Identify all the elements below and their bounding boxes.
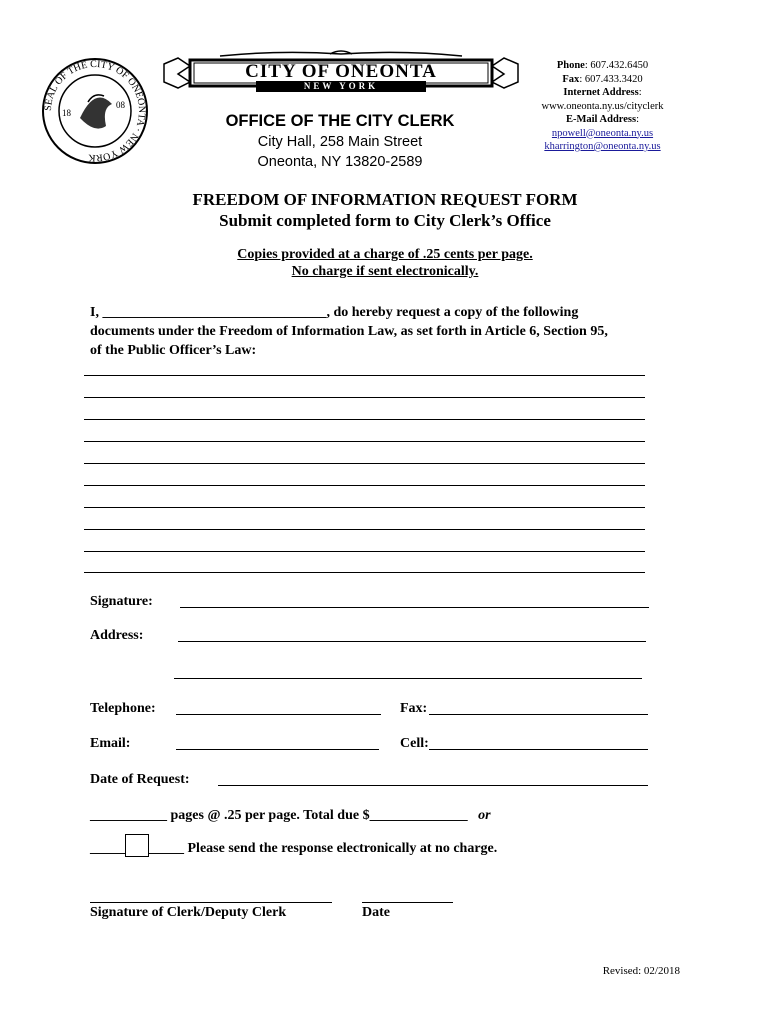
telephone-field[interactable] [176, 714, 381, 715]
contact-block [515, 59, 690, 154]
seal-year-right: 08 [116, 100, 125, 110]
form-title: FREEDOM OF INFORMATION REQUEST FORM [192, 190, 578, 209]
fax-field[interactable] [429, 714, 648, 715]
clerk-signature-field[interactable] [90, 902, 332, 903]
electronic-checkbox[interactable] [125, 834, 149, 857]
city-banner [160, 50, 522, 96]
clerk-date-field[interactable] [362, 902, 453, 903]
contact-fax [515, 73, 690, 87]
telephone-label: Telephone: [90, 701, 156, 716]
seal-year-left: 18 [62, 108, 71, 118]
electronic-note: No charge if sent electronically. [291, 264, 479, 279]
total-due-blank[interactable]: ______________ [369, 808, 468, 823]
contact-internet-value: www.oneonta.ny.us/cityclerk [541, 100, 664, 112]
phone-label: Phone [556, 60, 585, 71]
form-subtitle: Submit completed form to City Clerk’s Office [219, 211, 551, 230]
clerk-date-label: Date [362, 905, 390, 920]
document-description-line[interactable] [84, 507, 645, 508]
city-seal [40, 56, 150, 166]
revised-date: Revised: 02/2018 [602, 965, 680, 977]
signature-label: Signature: [90, 594, 153, 609]
copies-note: Copies provided at a charge of .25 cents per page. [237, 247, 533, 262]
contact-internet-label: Internet Address: [563, 87, 642, 98]
email-label: Email: [90, 736, 131, 751]
request-line-1: I, ________________________________, do hereby request a copy of the following [90, 305, 579, 320]
fax-label: Fax [562, 73, 580, 85]
phone-value: : 607.432.6450 [584, 60, 649, 71]
date-of-request-label: Date of Request: [90, 772, 190, 787]
document-description-line[interactable] [84, 375, 645, 376]
contact-email-label: E-Mail Address: [565, 114, 640, 125]
contact-phone [515, 59, 690, 73]
address-label: Address: [90, 628, 144, 643]
request-line-2: documents under the Freedom of Information Law, as set forth in Article 6, Section 95, [90, 324, 608, 339]
document-description-line[interactable] [84, 572, 645, 573]
fax-value: : 607.433.3420 [579, 73, 643, 85]
cell-field[interactable] [429, 749, 648, 750]
electronic-option-line: _____ _____ Please send the response electronically at no charge. [90, 834, 497, 857]
clerk-signature-label: Signature of Clerk/Deputy Clerk [90, 905, 287, 920]
address-field-line2[interactable] [174, 678, 642, 679]
email-link-kharrington[interactable]: kharrington@oneonta.ny.us [544, 141, 661, 152]
banner-subtitle: NEW YORK [303, 81, 379, 91]
seal-ring-text: SEAL OF THE CITY OF ONEONTA · NEW YORK [42, 58, 148, 164]
date-of-request-field[interactable] [218, 785, 648, 786]
document-description-line[interactable] [84, 397, 645, 398]
document-description-line[interactable] [84, 441, 645, 442]
banner-title: CITY OF ONEONTA [245, 61, 437, 82]
email-link-npowell[interactable]: npowell@oneonta.ny.us [551, 127, 654, 139]
document-description-line[interactable] [84, 485, 645, 486]
document-description-line[interactable] [84, 551, 645, 552]
address-field[interactable] [178, 641, 646, 642]
document-description-line[interactable] [84, 529, 645, 530]
office-address-line1: City Hall, 258 Main Street [257, 134, 423, 150]
requester-name-blank[interactable]: ________________________________ [102, 305, 327, 320]
document-description-line[interactable] [84, 463, 645, 464]
office-address-line2: Oneonta, NY 13820-2589 [257, 154, 423, 170]
or-text: or [478, 808, 491, 823]
request-statement [90, 303, 690, 360]
pages-count-blank[interactable]: ___________ [90, 808, 167, 823]
request-line-3: of the Public Officer’s Law: [90, 343, 257, 358]
fax-label: Fax: [400, 701, 428, 716]
office-title: OFFICE OF THE CITY CLERK [225, 112, 455, 130]
cell-label: Cell: [400, 736, 429, 751]
document-description-line[interactable] [84, 419, 645, 420]
signature-field[interactable] [180, 607, 649, 608]
email-field[interactable] [176, 749, 379, 750]
pages-charge-line: ___________ pages @ .25 per page. Total due $______________ or [90, 808, 491, 823]
